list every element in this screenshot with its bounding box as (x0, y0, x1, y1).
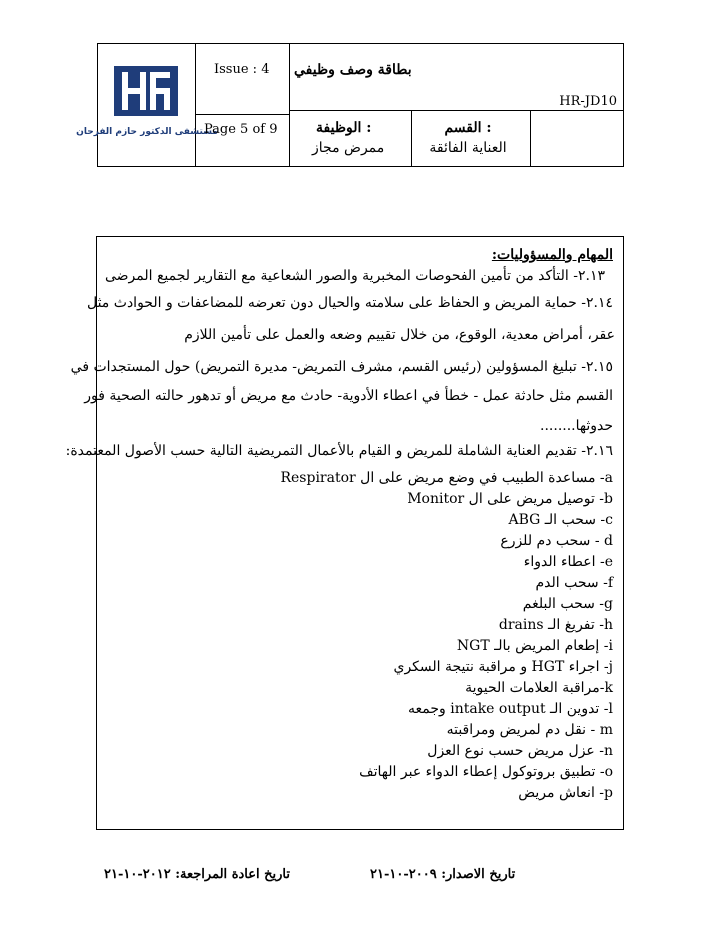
paragraph-2-14-cont: عقر، أمراض معدية، الوقوع، من خلال تقييم وضعه والعمل على تأمين اللازم (184, 327, 615, 343)
job-label: : الوظيفة (316, 120, 372, 136)
issue-date: تاريخ الاصدار: ٢٠٠٩-١٠-٢١ (370, 867, 516, 882)
task-item: c- سحب الـ ABG (508, 512, 613, 528)
task-item: l- تدوين الـ intake output وجمعه (408, 701, 613, 717)
job-value: ممرض مجاز (312, 140, 385, 156)
task-item: o- تطبيق بروتوكول إعطاء الدواء عبر الهاتف (359, 764, 613, 780)
paragraph-2-15-end: حدوثها........ (540, 418, 613, 434)
header-divider (530, 110, 531, 166)
task-item: k-مراقبة العلامات الحيوية (465, 680, 613, 696)
header-divider (195, 44, 196, 166)
logo-caption: مستشفى الدكتور حازم الفرحان (76, 127, 218, 137)
task-item: f- سحب الدم (535, 575, 613, 591)
page-number: Page 5 of 9 (204, 122, 278, 137)
document-code: HR-JD10 (559, 94, 617, 109)
paragraph-2-13: ٢.١٣- التأكد من تأمين الفحوصات المخبرية والصور الشعاعية مع التقارير لجميع المرضى (105, 268, 605, 284)
header-divider (289, 110, 623, 111)
paragraph-2-16: ٢.١٦- تقديم العناية الشاملة للمريض و القيام بالأعمال التمريضية التالية حسب الأصول المعتمدة: (65, 443, 613, 459)
paragraph-2-15-cont: القسم مثل حادثة عمل - خطأ في اعطاء الأدوية- حادث مع مريض أو تدهور حالته الصحية فور (84, 388, 613, 404)
task-item: g- سحب البلغم (522, 596, 613, 612)
header-table (76, 43, 624, 167)
paragraph-2-15: ٢.١٥- تبليغ المسؤولين (رئيس القسم، مشرف التمريض- مديرة التمريض) حول المستجدات في (70, 359, 613, 375)
department-label: : القسم (444, 120, 492, 136)
task-item: d - سحب دم للزرع (500, 533, 613, 549)
hospital-logo (76, 54, 218, 152)
task-item: p- انعاش مريض (518, 785, 613, 801)
task-item: b- توصيل مريض على ال Monitor (407, 491, 613, 507)
task-item: e- اعطاء الدواء (523, 554, 613, 570)
paragraph-2-14: ٢.١٤- حماية المريض و الحفاظ على سلامته والحيال دون تعرضه للمضاعفات و الحوادث مثل (86, 295, 613, 311)
task-item: j- اجراء HGT و مراقبة نتيجة السكري (393, 659, 613, 675)
duties-section (65, 236, 624, 830)
logo-icon (76, 54, 218, 152)
review-date: تاريخ اعادة المراجعة: ٢٠١٢-١٠-٢١ (104, 867, 291, 882)
task-item: n- عزل مريض حسب نوع العزل (427, 743, 613, 759)
task-item: h- تفريغ الـ drains (498, 617, 613, 633)
task-item: m - نقل دم لمريض ومراقبته (446, 722, 613, 738)
issue-number: Issue : 4 (214, 62, 270, 77)
task-item: i- إطعام المريض بالـ NGT (456, 638, 613, 654)
department-value: العناية الفائقة (429, 140, 507, 156)
section-title-text: المهام والمسؤوليات: (491, 247, 613, 263)
header-divider (289, 44, 290, 166)
header-divider (195, 114, 289, 115)
header-divider (411, 110, 412, 166)
card-title: بطاقة وصف وظيفي (294, 62, 412, 78)
task-item: a- مساعدة الطبيب في وضع مريض على ال Respirator (280, 470, 613, 486)
section-title (111, 246, 613, 264)
